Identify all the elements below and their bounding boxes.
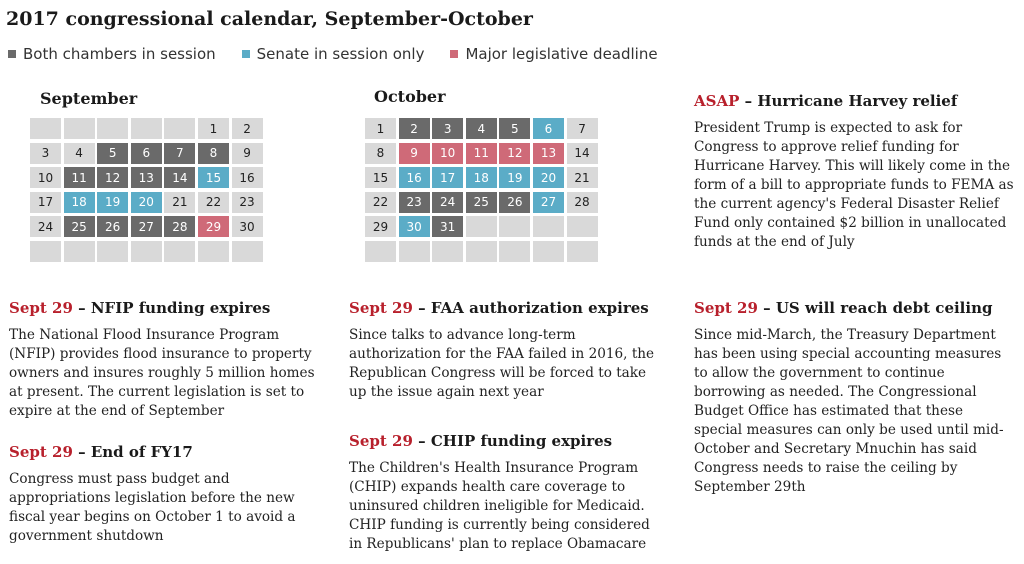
- day-cell-october-21: 21: [567, 167, 598, 188]
- empty-day-cell: [466, 216, 497, 237]
- day-cell-october-20: 20: [533, 167, 564, 188]
- note-body: The Children's Health Insurance Program (CHIP) expands health care coverage to uninsured children ineligible for Medicaid. CHIP funding is currently being considered in Republicans' plan to replace Obamacare: [349, 460, 650, 552]
- september-title: September: [40, 89, 138, 108]
- legend-item-deadline: [450, 45, 657, 63]
- day-cell-september-25: 25: [64, 216, 95, 237]
- day-cell-september-20: 20: [131, 192, 162, 213]
- day-cell-september-27: 27: [131, 216, 162, 237]
- empty-day-cell: [30, 118, 61, 139]
- note-body: Since mid-March, the Treasury Department has been using special accounting measures to allow the government to continue borrowing as needed. The Congressional Budget Office has estimated that these special measures can only be used until mid-October and Secretary Mnuchin has said Congress needs to raise the ceiling by September 29th: [694, 327, 1004, 495]
- empty-day-cell: [499, 216, 530, 237]
- note-title: CHIP funding expires: [430, 432, 613, 450]
- day-cell-september-14: 14: [164, 167, 195, 188]
- day-cell-september-4: 4: [64, 143, 95, 164]
- september-calendar: [30, 118, 263, 262]
- day-cell-october-31: 31: [432, 216, 463, 237]
- empty-day-cell: [432, 241, 463, 262]
- legend-item-senate: [242, 45, 425, 63]
- empty-day-cell: [567, 241, 598, 262]
- note-title: NFIP funding expires: [90, 299, 271, 317]
- empty-day-cell: [97, 241, 128, 262]
- day-cell-october-12: 12: [499, 143, 530, 164]
- day-cell-september-2: 2: [232, 118, 263, 139]
- day-cell-september-3: 3: [30, 143, 61, 164]
- legend-label-senate: Senate in session only: [256, 45, 425, 63]
- note-body: Since talks to advance long-term authorization for the FAA failed in 2016, the Republican Congress will be forced to take up the issue again next year: [349, 327, 655, 400]
- empty-day-cell: [131, 118, 162, 139]
- day-cell-september-1: 1: [198, 118, 229, 139]
- day-cell-september-30: 30: [232, 216, 263, 237]
- note-body: President Trump is expected to ask for Congress to approve relief funding for Hurricane Harvey. This will likely come in the form of a bill to appropriate funds to FEMA as the current agency's Federal Disaster Relief Fund only contained $2 billion in unallocated funds at the end of July: [694, 120, 1014, 250]
- day-cell-september-7: 7: [164, 143, 195, 164]
- day-cell-october-9: 9: [399, 143, 430, 164]
- day-cell-october-22: 22: [365, 192, 396, 213]
- day-cell-september-22: 22: [198, 192, 229, 213]
- day-cell-october-30: 30: [399, 216, 430, 237]
- empty-day-cell: [399, 241, 430, 262]
- october-title: October: [374, 87, 446, 106]
- note-hurricane-harvey: [694, 92, 1024, 252]
- day-cell-september-21: 21: [164, 192, 195, 213]
- note-heading: Sept 29 – CHIP funding expires: [349, 432, 613, 450]
- day-cell-october-26: 26: [499, 192, 530, 213]
- legend-label-both: Both chambers in session: [23, 45, 216, 63]
- day-cell-september-29: 29: [198, 216, 229, 237]
- day-cell-october-15: 15: [365, 167, 396, 188]
- note-date: Sept 29: [349, 432, 413, 450]
- day-cell-october-24: 24: [432, 192, 463, 213]
- day-cell-september-19: 19: [97, 192, 128, 213]
- note-body: The National Flood Insurance Program (NFIP) provides flood insurance to property owners and insures roughly 5 million homes at present. The current legislation is set to expire at the end of September: [9, 327, 315, 419]
- day-cell-september-28: 28: [164, 216, 195, 237]
- day-cell-september-15: 15: [198, 167, 229, 188]
- day-cell-october-7: 7: [567, 118, 598, 139]
- day-cell-october-28: 28: [567, 192, 598, 213]
- legend-label-deadline: Major legislative deadline: [465, 45, 658, 63]
- empty-day-cell: [466, 241, 497, 262]
- page-title: 2017 congressional calendar, September-October: [6, 8, 533, 30]
- day-cell-october-17: 17: [432, 167, 463, 188]
- day-cell-october-18: 18: [466, 167, 497, 188]
- day-cell-october-25: 25: [466, 192, 497, 213]
- note-title: End of FY17: [90, 443, 193, 461]
- empty-day-cell: [164, 241, 195, 262]
- day-cell-september-26: 26: [97, 216, 128, 237]
- day-cell-october-4: 4: [466, 118, 497, 139]
- day-cell-september-9: 9: [232, 143, 263, 164]
- day-cell-october-14: 14: [567, 143, 598, 164]
- day-cell-october-6: 6: [533, 118, 564, 139]
- day-cell-october-27: 27: [533, 192, 564, 213]
- day-cell-september-10: 10: [30, 167, 61, 188]
- note-heading: Sept 29 – End of FY17: [9, 443, 193, 461]
- legend-swatch-deadline: [450, 50, 458, 58]
- empty-day-cell: [97, 118, 128, 139]
- empty-day-cell: [64, 118, 95, 139]
- legend-swatch-both: [8, 50, 16, 58]
- note-date: Sept 29: [9, 443, 73, 461]
- empty-day-cell: [64, 241, 95, 262]
- legend-item-both: [8, 45, 216, 63]
- day-cell-october-2: 2: [399, 118, 430, 139]
- day-cell-october-8: 8: [365, 143, 396, 164]
- note-fy17: [9, 443, 329, 546]
- note-heading: Sept 29 – US will reach debt ceiling: [694, 299, 993, 317]
- day-cell-october-16: 16: [399, 167, 430, 188]
- note-date: Sept 29: [9, 299, 73, 317]
- empty-day-cell: [232, 241, 263, 262]
- note-title: Hurricane Harvey relief: [757, 92, 958, 110]
- note-title: FAA authorization expires: [430, 299, 649, 317]
- day-cell-september-18: 18: [64, 192, 95, 213]
- day-cell-september-11: 11: [64, 167, 95, 188]
- day-cell-october-10: 10: [432, 143, 463, 164]
- empty-day-cell: [533, 216, 564, 237]
- empty-day-cell: [499, 241, 530, 262]
- note-title: US will reach debt ceiling: [775, 299, 993, 317]
- empty-day-cell: [164, 118, 195, 139]
- empty-day-cell: [30, 241, 61, 262]
- note-date: ASAP: [694, 92, 740, 110]
- note-heading: ASAP – Hurricane Harvey relief: [694, 92, 958, 110]
- day-cell-september-23: 23: [232, 192, 263, 213]
- day-cell-september-16: 16: [232, 167, 263, 188]
- day-cell-october-3: 3: [432, 118, 463, 139]
- day-cell-september-8: 8: [198, 143, 229, 164]
- day-cell-september-5: 5: [97, 143, 128, 164]
- note-heading: Sept 29 – FAA authorization expires: [349, 299, 649, 317]
- day-cell-october-29: 29: [365, 216, 396, 237]
- day-cell-october-23: 23: [399, 192, 430, 213]
- note-body: Congress must pass budget and appropriations legislation before the new fiscal year begins on October 1 to avoid a government shutdown: [9, 471, 296, 544]
- day-cell-september-13: 13: [131, 167, 162, 188]
- october-calendar: [365, 118, 598, 262]
- day-cell-october-13: 13: [533, 143, 564, 164]
- day-cell-september-24: 24: [30, 216, 61, 237]
- day-cell-october-19: 19: [499, 167, 530, 188]
- note-date: Sept 29: [349, 299, 413, 317]
- day-cell-september-17: 17: [30, 192, 61, 213]
- note-date: Sept 29: [694, 299, 758, 317]
- empty-day-cell: [365, 241, 396, 262]
- empty-day-cell: [131, 241, 162, 262]
- note-chip: [349, 432, 667, 554]
- day-cell-october-11: 11: [466, 143, 497, 164]
- empty-day-cell: [567, 216, 598, 237]
- day-cell-september-6: 6: [131, 143, 162, 164]
- day-cell-october-1: 1: [365, 118, 396, 139]
- empty-day-cell: [198, 241, 229, 262]
- day-cell-september-12: 12: [97, 167, 128, 188]
- note-heading: Sept 29 – NFIP funding expires: [9, 299, 271, 317]
- note-debt-ceiling: [694, 299, 1014, 497]
- note-nfip: [9, 299, 329, 421]
- legend-swatch-senate: [242, 50, 250, 58]
- legend: [8, 45, 684, 63]
- note-faa: [349, 299, 667, 402]
- day-cell-october-5: 5: [499, 118, 530, 139]
- empty-day-cell: [533, 241, 564, 262]
